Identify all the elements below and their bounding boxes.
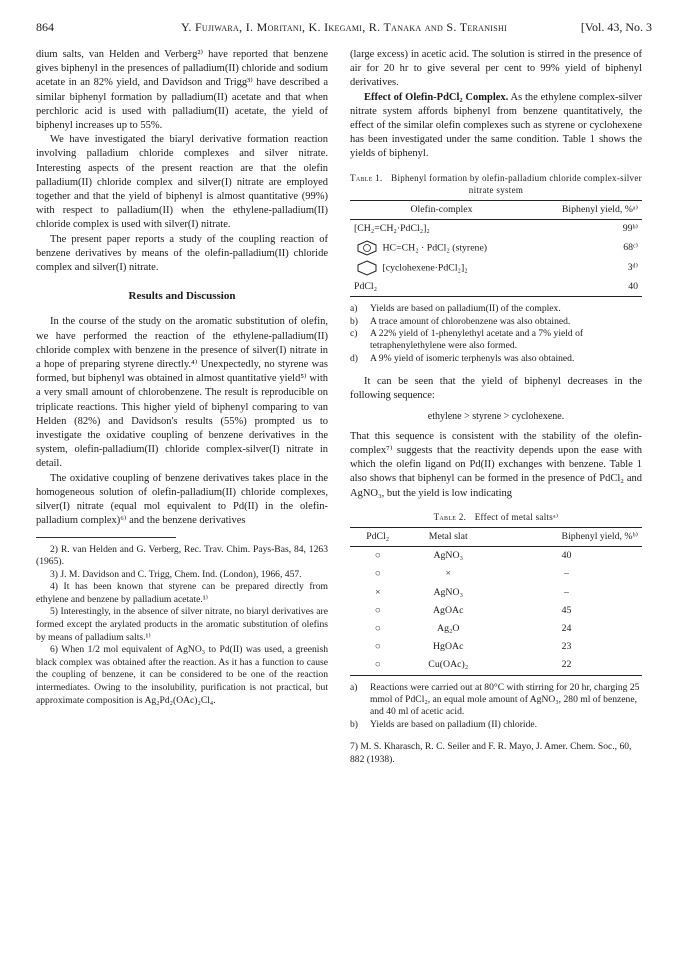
paragraph: It can be seen that the yield of biphenyl decreases in the following sequence:: [350, 376, 642, 402]
paragraph: We have investigated the biaryl derivative formation reaction involving palladium chloride complexes and silver nitrate. Interesting aspects of the present reaction are that the olefin palladium(II) chloride complex and silver(I) nitrate are employed together and that the yield of biphenyl is almost quantitative (99%) with respect to palladium(II) when the ethylene-palladium(II) chloride complex is used with silver(I) nitrate.: [36, 134, 328, 231]
table2-label: Table 2.: [433, 511, 467, 522]
subheading: Effect of Olefin-PdCl₂ Complex.: [364, 91, 509, 103]
table1-notes: [350, 303, 642, 365]
footnote: 5) Interestingly, in the absence of silver nitrate, no biaryl derivatives are formed except the arylated products in the aromatic substitution of olefins by means of palladium salts.¹⁾: [36, 606, 328, 643]
table1-title: Biphenyl formation by olefin-palladium chloride complex-silver nitrate system: [391, 172, 642, 195]
table1-caption: [350, 172, 642, 196]
table2-header: PdCl₂: [350, 527, 405, 546]
table2-notes: [350, 682, 642, 732]
footnote: 4) It has been known that styrene can be prepared directly from ethylene and benzene by palladium acetate.¹⁾: [36, 581, 328, 605]
table2: [350, 527, 642, 676]
table-note: b) Yields are based on palladium (II) chloride.: [350, 718, 538, 730]
table-row: [350, 238, 642, 258]
table-note: d) A 9% yield of isomeric terphenyls was also obtained.: [350, 352, 575, 364]
footnote: 7) M. S. Kharasch, R. C. Seiler and F. R. Mayo, J. Amer. Chem. Soc., 60, 882 (1938).: [350, 741, 632, 765]
paragraph: The oxidative coupling of benzene derivatives takes place in the homogeneous solution of olefin-palladium(II) chloride complexes, silver(I) nitrate (equal mol equivalent to Pd(II) in the olefin-palladium complex)⁶⁾ and the benzene derivatives: [36, 472, 328, 527]
table-note: b) A trace amount of chlorobenzene was also obtained.: [350, 315, 571, 327]
left-column: [36, 48, 328, 707]
benzene-ring-icon: [354, 240, 380, 256]
paragraph: [350, 91, 642, 162]
table2-caption: [350, 511, 642, 523]
section-heading: Results and Discussion: [128, 290, 236, 303]
footnote: 2) R. van Helden and G. Verberg, Rec. Trav. Chim. Pays-Bas, 84, 1263 (1965).: [36, 543, 328, 568]
table1: [350, 200, 642, 298]
table2-header: Metal slat: [405, 527, 491, 546]
table-row: [350, 219, 642, 238]
footnote-rule: [36, 537, 176, 544]
table-note: a) Reactions were carried out at 80°C with stirring for 20 hr, charging 25 mmol of PdCl₂, an equal mole amount of AgNO₃, 280 ml of benzene, and 40 ml of acetic acid.: [350, 681, 640, 718]
table-row: [350, 278, 642, 297]
table-row: ○ AgOAc 45: [374, 604, 572, 616]
table1-label: Table 1.: [350, 172, 383, 183]
table-cell: 99ᵇ⁾: [622, 222, 638, 234]
volume-info: [Vol. 43, No. 3: [580, 20, 652, 34]
footnote: 6) When 1/2 mol equivalent of AgNO₃ to Pd(II) was used, a greenish black complex was obtained after the reaction. As it has a function to cause the coupling of benzene, it can be considered to be one of the reaction intermediates. Owing to the insolubility, purification is not practical, but approximate composition is Ag₂Pd₂(OAc)₂Cl₄.: [36, 644, 328, 706]
table1-header: Olefin-complex: [350, 200, 533, 219]
paragraph: dium salts, van Helden and Verberg²⁾ have reported that benzene gives biphenyl in the presences of palladium(II) chloride and sodium acetate in an 82% yield, and Davidson and Trigg³⁾ have described a similar biphenyl formation by palladium(II) acetate and that when perchloric acid is used with palladium(II) acetate, the yield of biphenyl increases up to 55%.: [36, 49, 328, 132]
paragraph: That this sequence is consistent with the stability of the olefin-complex⁷⁾ suggests that the reactivity depends upon the ease with which the olefin ligand on Pd(II) exchanges with benzene. Table 1 also shows that biphenyl can be formed in the presence of PdCl₂ and AgNO₃, but the yield is low indicating: [350, 430, 642, 499]
table-cell: PdCl₂: [350, 278, 533, 297]
paragraph-text: As the ethylene complex-silver nitrate system affords biphenyl from benzene quantitatively, the effect of the similar olefin complexes such as styrene or cyclohexene has been investigated under the same condition. Table 1 shows the yields of biphenyl.: [350, 91, 642, 160]
table-row: ○ Ag₂O 24: [374, 622, 572, 634]
paragraph: (large excess) in acetic acid. The solution is stirred in the presence of air for 20 hr to give several per cent to 99% yield of biphenyl derivatives.: [350, 49, 642, 89]
running-header: [36, 20, 652, 36]
table-row: [350, 258, 642, 278]
paragraph: In the course of the study on the aromatic substitution of olefin, we have performed the reaction of the ethylene-palladium(II) chloride complex with benzene in the presence of silver(I) nitrate in a hope of preparing styrene directly.⁴⁾ Unexpectedly, no styrene was formed, but biphenyl was obtained in almost quantitative yield⁵⁾ with a very small amount of chlorobenzene. The result is reproducible on triplicate reactions. This higher yield of biphenyl comparing to van Helden (82%) and Davidson's results (55%) prompted us to investigate the oxidative coupling of benzene derivatives in the system, olefin-palladium(II) chloride complex-silver(I) nitrate in detail.: [36, 316, 328, 470]
authors: Y. Fujiwara, I. Moritani, K. Ikegami, R. Tanaka and S. Teranishi: [180, 20, 508, 34]
table-row: ○ Cu(OAc)₂ 22: [350, 656, 642, 675]
table-cell: HC=CH₂ · PdCl₂ (styrene): [350, 238, 533, 258]
table-cell: [CH₂=CH₂·PdCl₂]₂: [354, 222, 430, 234]
cyclohexene-ring-icon: [354, 260, 380, 276]
table1-header: Biphenyl yield, %ᵃ⁾: [533, 200, 642, 219]
table2-title: Effect of metal saltsᵃ⁾: [474, 511, 559, 522]
table-cell: [cyclohexene·PdCl₂]₂: [350, 258, 533, 278]
paragraph: The present paper reports a study of the coupling reaction of benzene derivatives by means of the olefin-palladium(II) chloride complex and silver(I) nitrate.: [36, 233, 328, 274]
table-cell: 68ᶜ⁾: [623, 241, 638, 253]
table-note: c) A 22% yield of 1-phenylethyl acetate and a 7% yield of tetraphenylethylene were also formed.: [350, 328, 584, 352]
table2-header: Biphenyl yield, %ᵇ⁾: [491, 527, 642, 546]
table-row: ○ × –: [374, 568, 569, 580]
table-cell: 40: [533, 278, 642, 297]
footnote: 3) J. M. Davidson and C. Trigg, Chem. Ind. (London), 1966, 457.: [50, 568, 302, 580]
table-note: a) Yields are based on palladium(II) of the complex.: [350, 303, 561, 315]
page-number: 864: [36, 20, 54, 34]
footnotes: [36, 544, 328, 708]
table-row: ○ HgOAc 23: [374, 641, 572, 653]
table-row: × AgNO₃ –: [374, 586, 569, 598]
table-cell: 3ᵈ⁾: [627, 261, 638, 273]
right-column: [350, 48, 642, 766]
sequence: ethylene > styrene > cyclohexene.: [427, 410, 565, 422]
table-row: ○ AgNO₃ 40: [374, 550, 572, 562]
